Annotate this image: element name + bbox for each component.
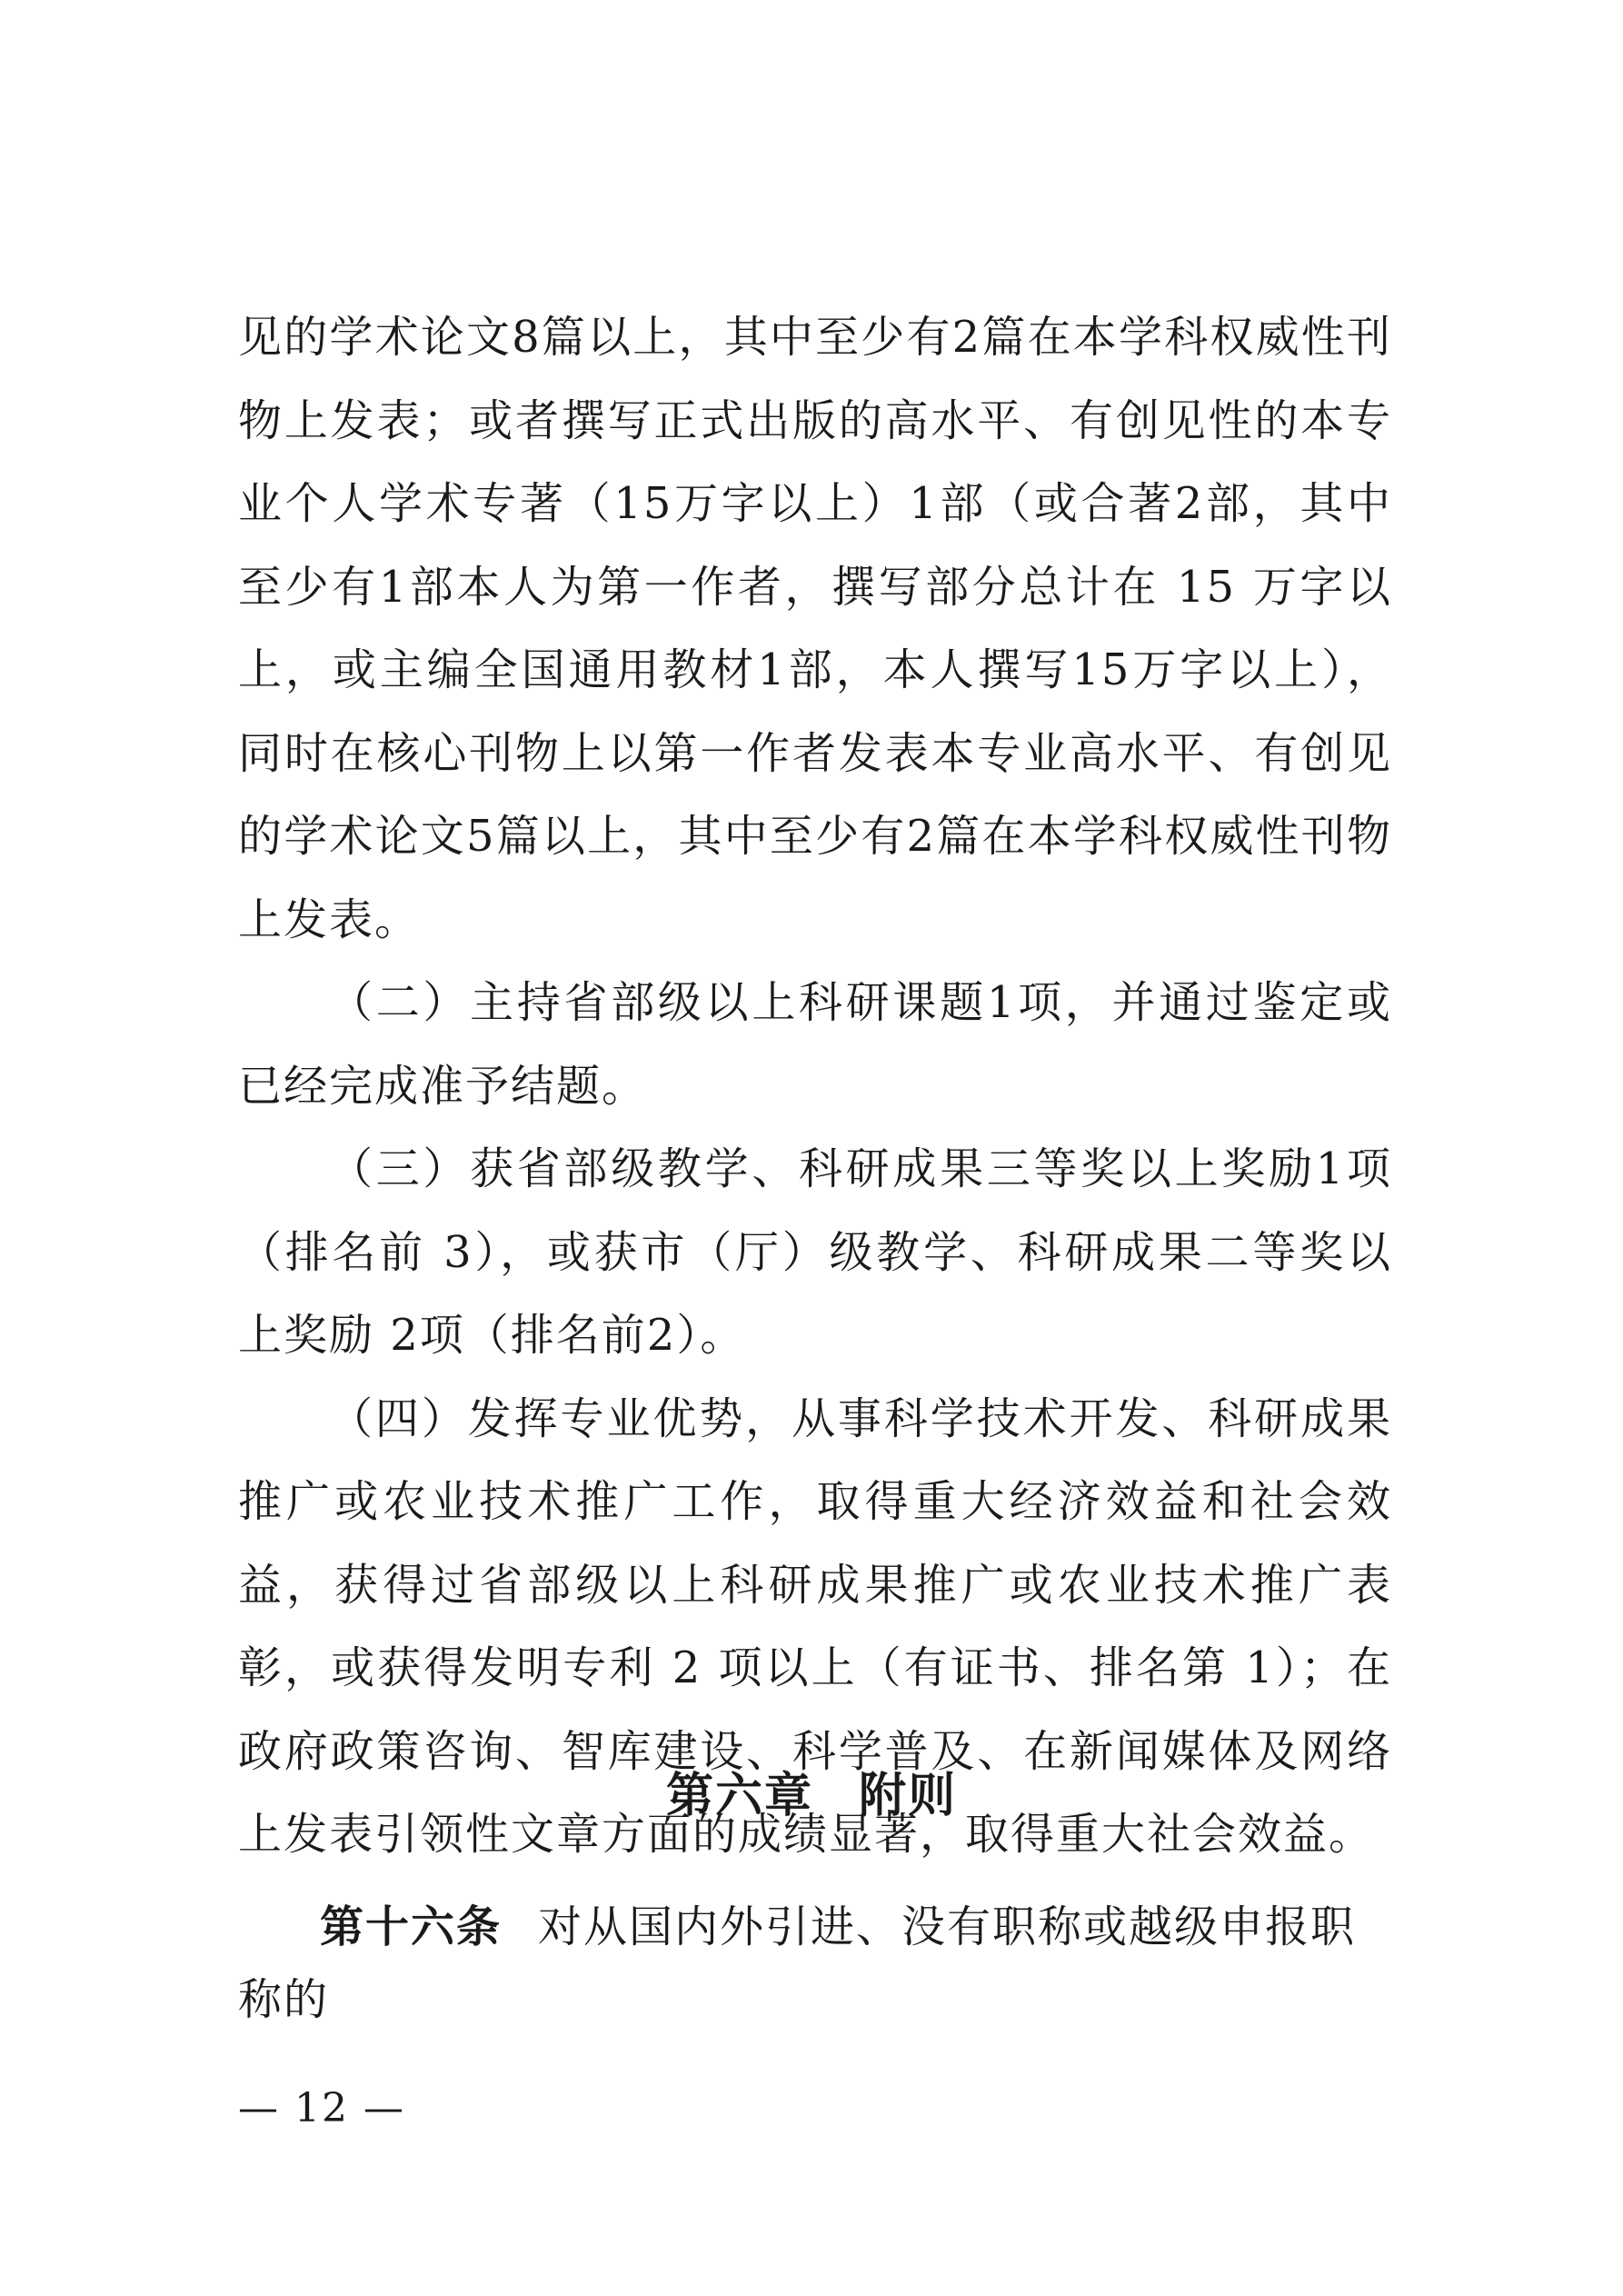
chapter-heading [0, 1760, 1623, 1832]
article-paragraph [238, 1891, 1392, 2036]
body-text [238, 296, 1392, 1877]
page-number: — 12 — [238, 2085, 405, 2131]
paragraph-continuation: 见的学术论文8篇以上，其中至少有2篇在本学科权威性刊物上发表；或者撰写正式出版的高水平、有创见性的本专业个人学术专著（15万字以上）1部（或合著2部，其中至少有1部本人为第一作者，撰写部分总计在 15 万字以上，或主编全国通用教材1部，本人撰写15万字以上），同时在核心刊物上以第一作者发表本专业高水平、有创见的学术论文5篇以上，其中至少有2篇在本学科权威性刊物上发表。 [238, 312, 1392, 945]
paragraph-item-4: （四）发挥专业优势，从事科学技术开发、科研成果推广或农业技术推广工作，取得重大经济效益和社会效益，获得过省部级以上科研成果推广或农业技术推广表彰，或获得发明专利 2 项以上（有证书、排名第 1）；在政府政策咨询、智库建设、科学普及、在新闻媒体及网络上发表引领性文章方面的成绩显著，取得重大社会效益。 [238, 1393, 1392, 1860]
article-number: 第十六条 [320, 1902, 503, 1952]
chapter-title: 附则 [859, 1768, 958, 1823]
chapter-number: 第六章 [665, 1768, 813, 1823]
paragraph-item-2: （二）主持省部级以上科研课题1项，并通过鉴定或已经完成准予结题。 [238, 977, 1392, 1112]
article-text: 对从国内外引进、没有职称或越级申报职称的 [238, 1902, 1357, 2025]
paragraph-item-3: （三）获省部级教学、科研成果三等奖以上奖励1项（排名前 3），或获市（厅）级教学、科研成果二等奖以上奖励 2项（排名前2）。 [238, 1143, 1392, 1361]
